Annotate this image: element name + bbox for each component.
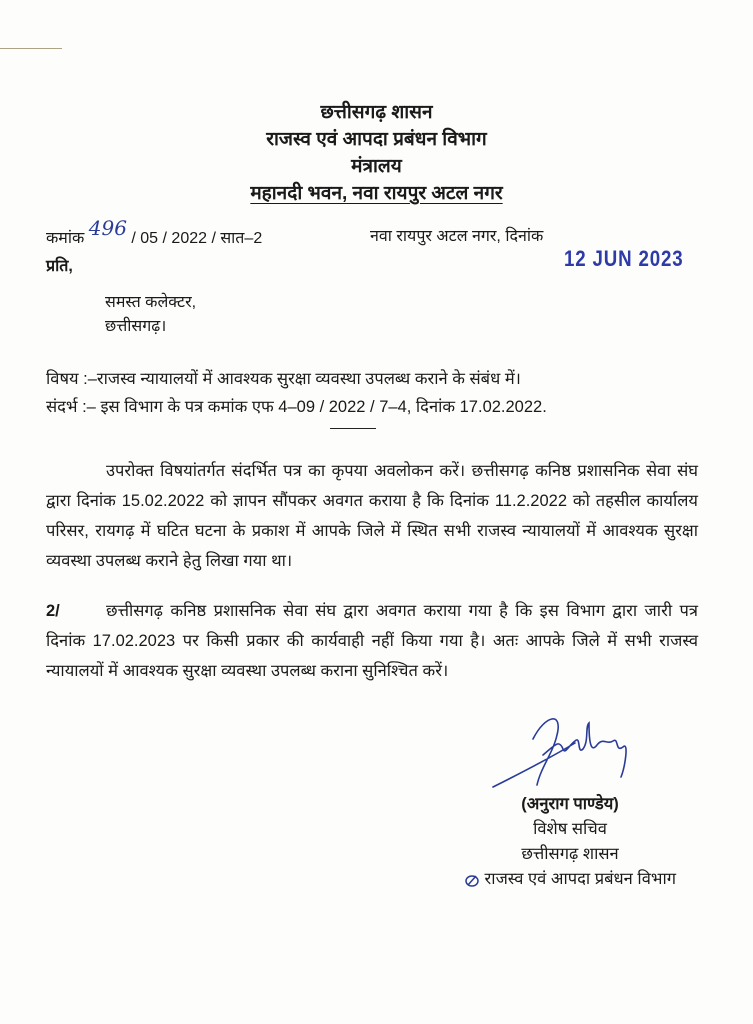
signature-block: [440, 792, 700, 892]
signatory-department-line: [440, 867, 700, 892]
body-paragraph-1: [46, 456, 698, 576]
para1-text: उपरोक्त विषयांतर्गत संदर्भित पत्र का कृपया अवलोकन करें। छत्तीसगढ़ कनिष्ठ प्रशासनिक सेवा संघ द्वारा दिनांक 15.02.2022 को ज्ञापन सौंपकर अवगत कराया है कि दिनांक 11.2.2022 को तहसील कार्यालय परिसर, रायगढ़ में घटित घटना के प्रकाश में आपके जिले में स्थित सभी राजस्व न्यायालयों में आवश्यक सुरक्षा व्यवस्था उपलब्ध कराने हेतु लिखा गया था।: [46, 462, 698, 570]
pen-scribble-icon: [464, 872, 480, 888]
date-stamp: 12 JUN 2023: [564, 246, 684, 271]
place-date-label: नवा रायपुर अटल नगर, दिनांक: [370, 228, 544, 245]
para2-number: 2/: [46, 602, 60, 620]
reference-number: [46, 216, 263, 248]
ref-label: कमांक: [46, 230, 85, 247]
header-ministry: मंत्रालय: [351, 156, 402, 177]
subject-line: विषय :–राजस्व न्यायालयों में आवश्यक सुरक्षा व्यवस्था उपलब्ध कराने के संबंध में।: [46, 370, 521, 388]
header-address: महानदी भवन, नवा रायपुर अटल नगर: [250, 183, 503, 204]
separator: [330, 428, 376, 429]
scan-edge-mark: [0, 48, 62, 49]
recipient-line2: छत्तीसगढ़।: [105, 318, 167, 335]
ref-suffix: / 05 / 2022 / सात–2: [131, 230, 263, 247]
prati: प्रति,: [46, 258, 73, 275]
signatory-department: राजस्व एवं आपदा प्रबंधन विभाग: [484, 870, 677, 888]
header-department: राजस्व एवं आपदा प्रबंधन विभाग: [266, 129, 487, 150]
signature-image: [485, 705, 635, 795]
recipient-line1: समस्त कलेक्टर,: [105, 294, 197, 311]
body-paragraph-2: [46, 596, 698, 686]
signatory-govt: छत्तीसगढ़ शासन: [521, 845, 619, 863]
letterhead: [0, 99, 753, 207]
handwritten-number: 496: [88, 216, 127, 240]
header-govt: छत्तीसगढ़ शासन: [320, 102, 433, 123]
signatory-name: (अनुराग पाण्डेय): [521, 795, 619, 813]
reference-line: संदर्भ :– इस विभाग के पत्र कमांक एफ 4–09 / 2022 / 7–4, दिनांक 17.02.2022.: [46, 398, 547, 416]
para2-text: छत्तीसगढ़ कनिष्ठ प्रशासनिक सेवा संघ द्वारा अवगत कराया गया है कि इस विभाग द्वारा जारी पत्र दिनांक 17.02.2023 पर किसी प्रकार की कार्यवाही नहीं किया गया है। अतः आपके जिले में सभी राजस्व न्यायालयों में आवश्यक सुरक्षा व्यवस्था उपलब्ध कराना सुनिश्चित करें।: [46, 602, 698, 680]
signatory-designation: विशेष सचिव: [533, 820, 607, 838]
